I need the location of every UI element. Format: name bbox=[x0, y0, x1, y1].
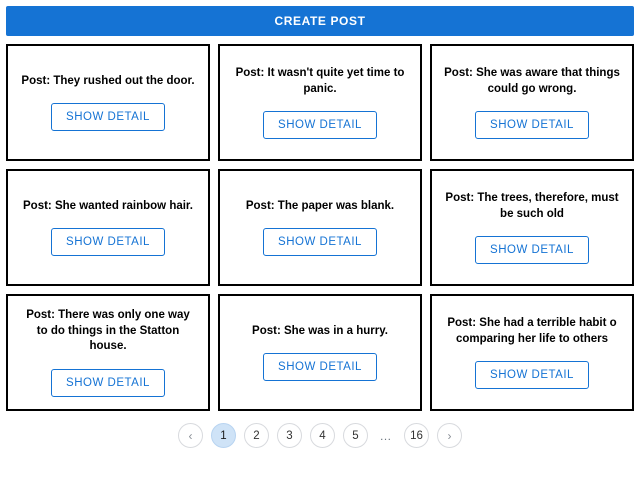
create-post-button[interactable] bbox=[6, 6, 634, 36]
post-card-grid bbox=[6, 44, 634, 411]
post-card[interactable] bbox=[218, 44, 422, 161]
post-title: Post: She was aware that things could go wrong. bbox=[444, 66, 620, 95]
pagination-ellipsis: … bbox=[379, 428, 393, 443]
show-detail-button[interactable]: SHOW DETAIL bbox=[51, 228, 165, 256]
post-title: Post: The trees, therefore, must be such old bbox=[445, 191, 619, 220]
post-title: Post: There was only one way to do things in the Statton house. bbox=[26, 309, 190, 353]
post-title: Post: They rushed out the door. bbox=[21, 74, 195, 87]
pagination bbox=[6, 423, 634, 448]
show-detail-button[interactable]: SHOW DETAIL bbox=[475, 361, 589, 389]
show-detail-button[interactable]: SHOW DETAIL bbox=[263, 353, 377, 381]
pagination-page-1[interactable]: 1 bbox=[211, 423, 236, 448]
post-card[interactable] bbox=[6, 169, 210, 286]
post-title: Post: The paper was blank. bbox=[245, 199, 395, 212]
post-title: Post: She was in a hurry. bbox=[252, 324, 388, 337]
post-card[interactable] bbox=[6, 294, 210, 411]
show-detail-button[interactable]: SHOW DETAIL bbox=[263, 111, 377, 139]
post-card[interactable] bbox=[430, 294, 634, 411]
create-post-label: CREATE POST bbox=[274, 14, 366, 28]
show-detail-button[interactable]: SHOW DETAIL bbox=[51, 103, 165, 131]
post-card[interactable] bbox=[218, 169, 422, 286]
show-detail-button[interactable]: SHOW DETAIL bbox=[475, 236, 589, 264]
post-card[interactable] bbox=[6, 44, 210, 161]
show-detail-button[interactable]: SHOW DETAIL bbox=[475, 111, 589, 139]
post-card[interactable] bbox=[218, 294, 422, 411]
pagination-page-last[interactable]: 16 bbox=[404, 423, 429, 448]
pagination-page-2[interactable]: 2 bbox=[244, 423, 269, 448]
show-detail-button[interactable]: SHOW DETAIL bbox=[263, 228, 377, 256]
pagination-next-icon[interactable]: › bbox=[437, 423, 462, 448]
show-detail-button[interactable]: SHOW DETAIL bbox=[51, 369, 165, 397]
pagination-page-5[interactable]: 5 bbox=[343, 423, 368, 448]
post-title: Post: She had a terrible habit o comparing her life to others bbox=[447, 316, 617, 345]
post-title: Post: She wanted rainbow hair. bbox=[23, 199, 193, 212]
post-card[interactable] bbox=[430, 169, 634, 286]
post-card[interactable] bbox=[430, 44, 634, 161]
post-title: Post: It wasn't quite yet time to panic. bbox=[235, 66, 405, 95]
pagination-page-4[interactable]: 4 bbox=[310, 423, 335, 448]
pagination-page-3[interactable]: 3 bbox=[277, 423, 302, 448]
pagination-prev-icon[interactable]: ‹ bbox=[178, 423, 203, 448]
